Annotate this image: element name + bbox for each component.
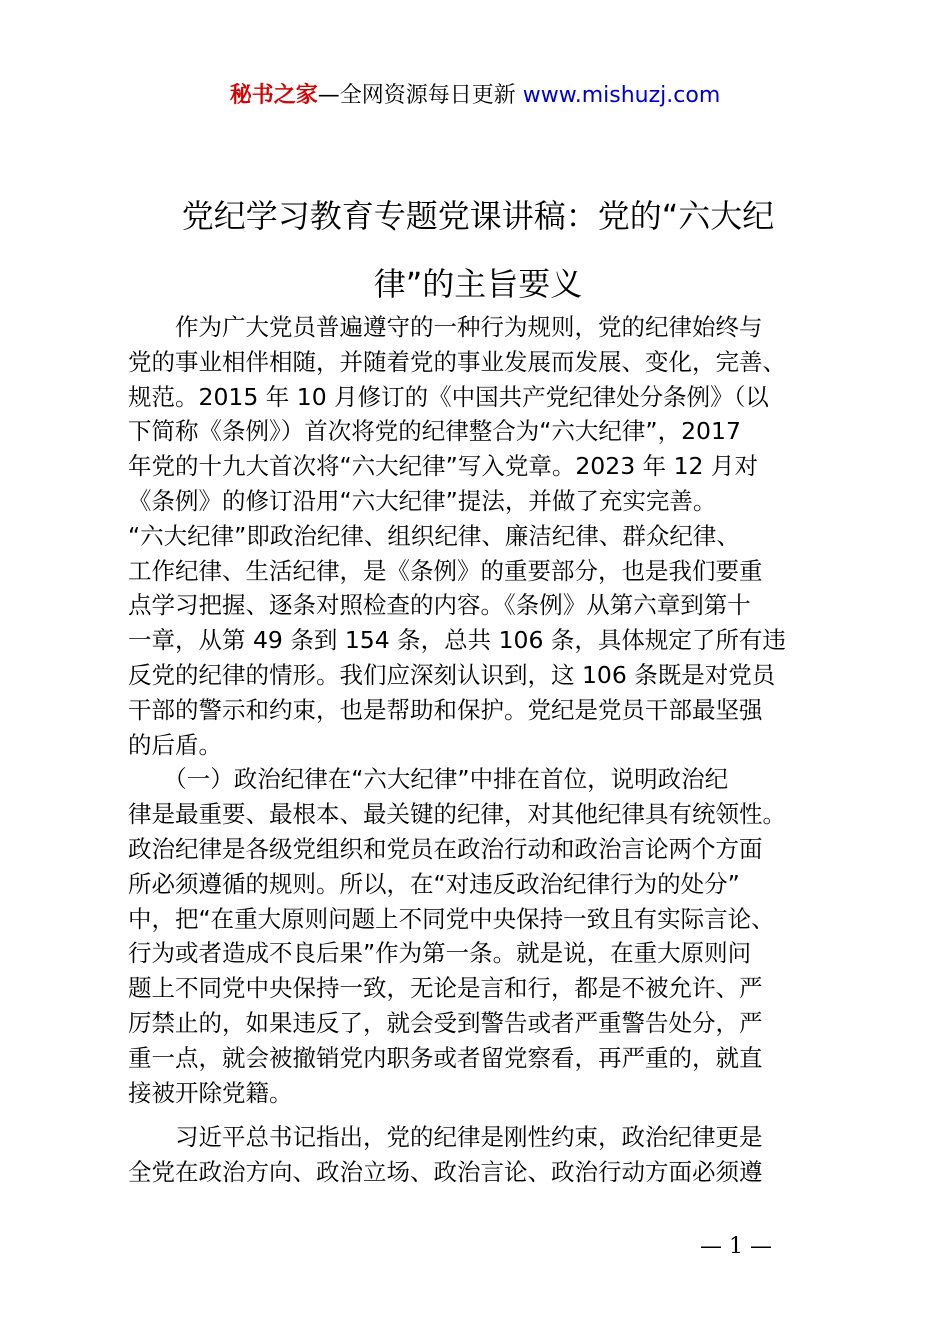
body-line: 的后盾。: [128, 730, 222, 759]
body-line: 工作纪律、生活纪律，是《条例》的重要部分，也是我们要重: [128, 556, 763, 585]
body-line: 中，把“在重大原则问题上不同党中央保持一致且有实际言论、: [128, 904, 775, 933]
body-line: 党的事业相伴相随，并随着党的事业发展而发展、变化，完善、: [128, 347, 786, 376]
document-body: [128, 310, 832, 1190]
site-tagline: —全网资源每日更新: [317, 83, 516, 108]
page-number: — 1 —: [700, 1234, 772, 1259]
body-line: “六大纪律”即政治纪律、组织纪律、廉洁纪律、群众纪律、: [128, 521, 740, 550]
body-line: 年党的十九大首次将“六大纪律”写入党章。2023 年 12 月对: [128, 452, 758, 481]
body-line: 作为广大党员普遍遵守的一种行为规则，党的纪律始终与: [128, 313, 763, 341]
body-line: 干部的警示和约束，也是帮助和保护。党纪是党员干部最坚强: [128, 695, 763, 724]
body-line: 下简称《条例》）首次将党的纪律整合为“六大纪律”，2017: [128, 417, 741, 446]
body-line: 厉禁止的，如果违反了，就会受到警告或者严重警告处分，严: [128, 1008, 763, 1037]
body-line: 习近平总书记指出，党的纪律是刚性约束，政治纪律更是: [128, 1123, 763, 1152]
document-title: [128, 182, 828, 318]
title-line: 律”的主旨要义: [373, 265, 583, 303]
body-line: 题上不同党中央保持一致，无论是言和行，都是不被允许、严: [128, 974, 763, 1003]
paragraph-gap: [128, 1110, 832, 1120]
body-line: 重一点，就会被撤销党内职务或者留党察看，再严重的，就直: [128, 1043, 763, 1072]
body-line: 一章，从第 49 条到 154 条，总共 106 条，具体规定了所有违: [128, 626, 786, 655]
body-line: 反党的纪律的情形。我们应深刻认识到，这 106 条既是对党员: [128, 660, 776, 689]
body-line: 接被开除党籍。: [128, 1078, 293, 1107]
body-line: 《条例》的修订沿用“六大纪律”提法，并做了充实完善。: [128, 486, 717, 515]
title-line: 党纪学习教育专题党课讲稿：党的“六大纪: [181, 197, 775, 235]
body-line: 全党在政治方向、政治立场、政治言论、政治行动方面必须遵: [128, 1158, 763, 1187]
site-header: [0, 78, 950, 114]
body-line: 律是最重要、最根本、最关键的纪律，对其他纪律具有统领性。: [128, 800, 786, 829]
body-line: （一）政治纪律在“六大纪律”中排在首位，说明政治纪: [128, 765, 729, 794]
body-line: 政治纪律是各级党组织和党员在政治行动和政治言论两个方面: [128, 834, 763, 863]
site-brand: 秘书之家: [229, 83, 318, 108]
body-line: 点学习把握、逐条对照检查的内容。《条例》从第六章到第十: [128, 591, 751, 620]
body-line: 规范。2015 年 10 月修订的《中国共产党纪律处分条例》（以: [128, 382, 769, 411]
body-line: 所必须遵循的规则。所以，在“对违反政治纪律行为的处分”: [128, 869, 740, 898]
site-url-link[interactable]: www.mishuzj.com: [522, 83, 721, 108]
body-line: 行为或者造成不良后果”作为第一条。就是说，在重大原则问: [128, 939, 752, 968]
